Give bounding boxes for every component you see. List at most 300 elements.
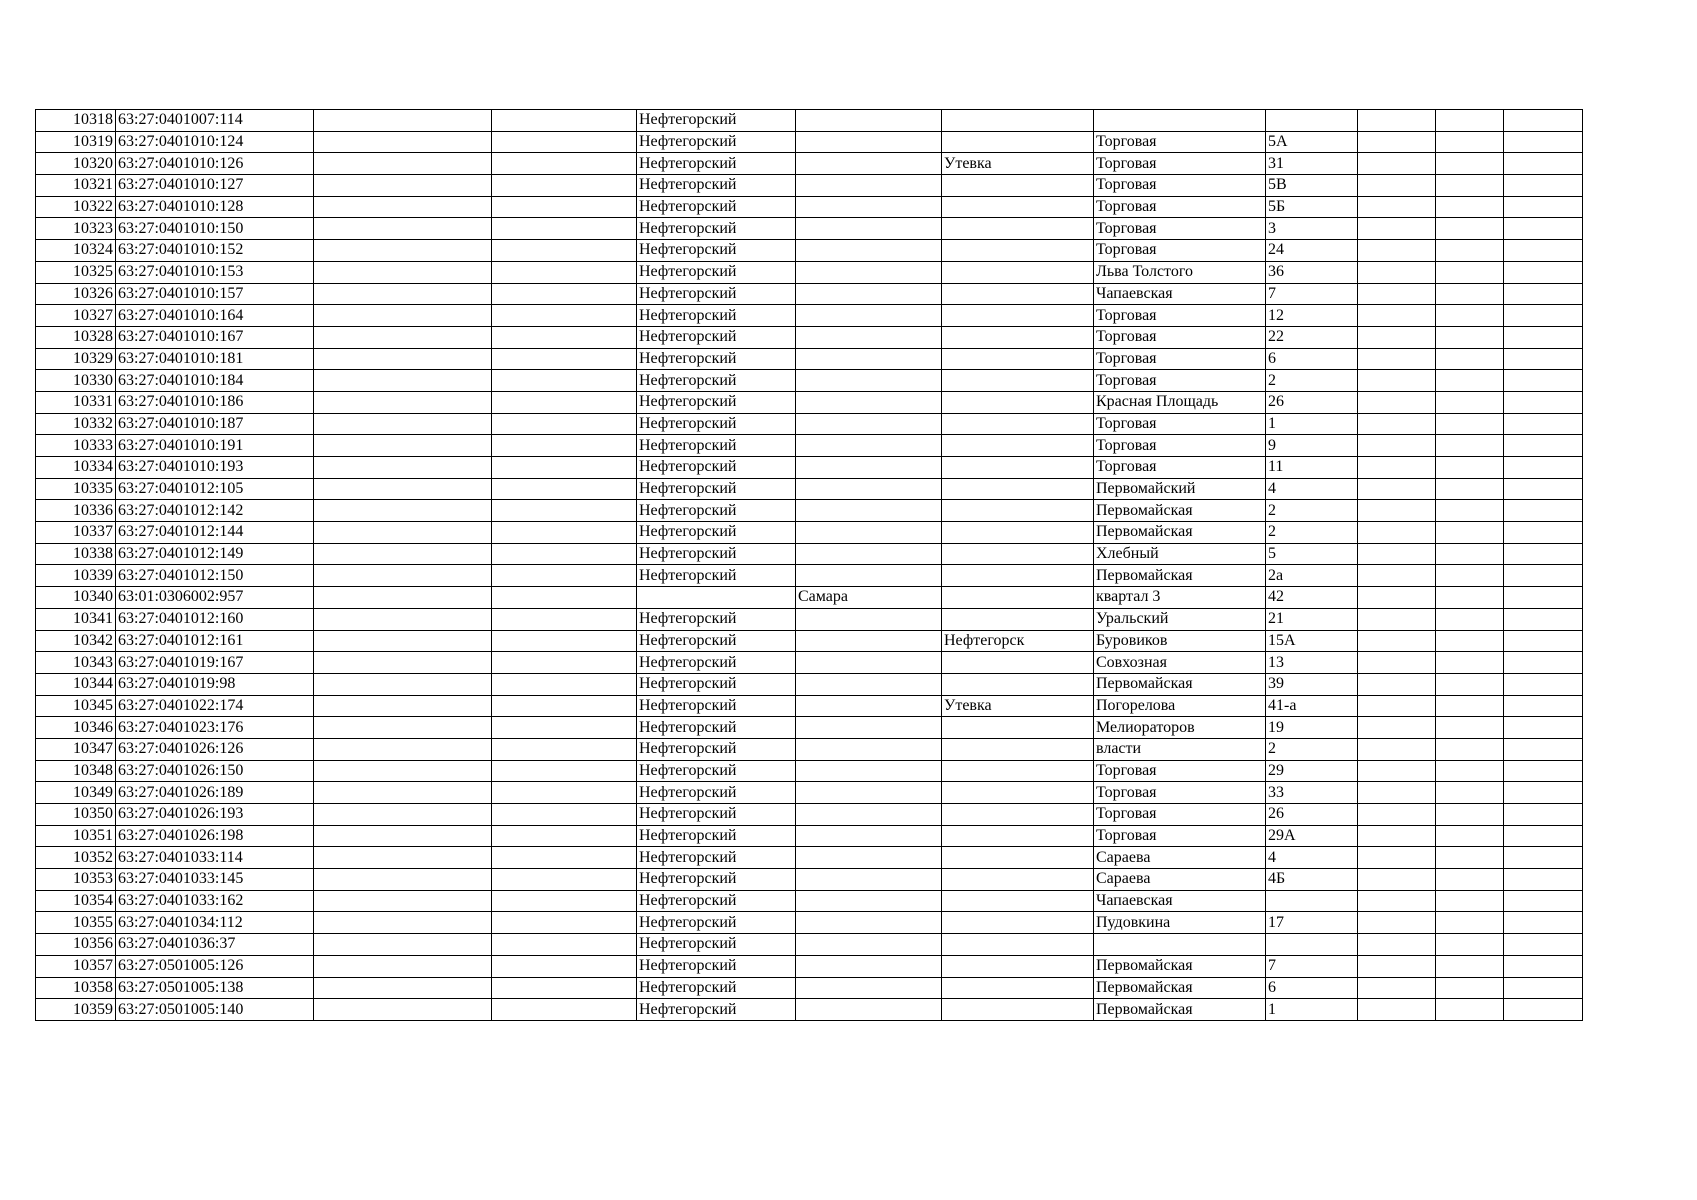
- cell-city: [796, 999, 942, 1021]
- cell-col-11: [1436, 912, 1504, 934]
- cell-street: Торговая: [1094, 153, 1266, 175]
- cell-col-10: [1358, 543, 1436, 565]
- cell-col-4: [492, 522, 637, 544]
- cell-col-12: [1504, 630, 1583, 652]
- cell-col-10: [1358, 760, 1436, 782]
- cell-col-4: [492, 587, 637, 609]
- cell-city: [796, 565, 942, 587]
- cell-col-11: [1436, 370, 1504, 392]
- cell-city: [796, 435, 942, 457]
- cell-col-10: [1358, 457, 1436, 479]
- cell-col-10: [1358, 283, 1436, 305]
- cell-col-4: [492, 543, 637, 565]
- table-row: [36, 847, 1583, 869]
- cell-col-4: [492, 110, 637, 132]
- cell-street: [1094, 934, 1266, 956]
- cell-house: 1: [1266, 413, 1358, 435]
- cell-col-3: [314, 131, 492, 153]
- cell-cadastral-number: 63:27:0401033:145: [116, 869, 314, 891]
- cell-cadastral-number: 63:27:0401010:124: [116, 131, 314, 153]
- cell-col-4: [492, 435, 637, 457]
- table-row: [36, 435, 1583, 457]
- cell-row-number: 10330: [36, 370, 116, 392]
- cell-cadastral-number: 63:01:0306002:957: [116, 587, 314, 609]
- cell-col-3: [314, 261, 492, 283]
- table-row: [36, 175, 1583, 197]
- cell-col-11: [1436, 110, 1504, 132]
- cell-col-10: [1358, 587, 1436, 609]
- cell-house: 2: [1266, 522, 1358, 544]
- cell-col-4: [492, 673, 637, 695]
- cell-col-10: [1358, 131, 1436, 153]
- cell-street: Мелиораторов: [1094, 717, 1266, 739]
- cell-row-number: 10339: [36, 565, 116, 587]
- cell-street: Совхозная: [1094, 652, 1266, 674]
- cell-district: Нефтегорский: [637, 305, 796, 327]
- cell-settlement: [942, 717, 1094, 739]
- cell-col-4: [492, 652, 637, 674]
- cell-col-12: [1504, 500, 1583, 522]
- cell-col-10: [1358, 305, 1436, 327]
- cell-street: Торговая: [1094, 326, 1266, 348]
- cell-district: Нефтегорский: [637, 955, 796, 977]
- cell-col-12: [1504, 543, 1583, 565]
- cell-col-12: [1504, 587, 1583, 609]
- cell-row-number: 10338: [36, 543, 116, 565]
- cell-settlement: [942, 348, 1094, 370]
- cell-col-12: [1504, 673, 1583, 695]
- cell-row-number: 10335: [36, 478, 116, 500]
- cell-col-3: [314, 587, 492, 609]
- cell-col-12: [1504, 131, 1583, 153]
- cell-street: Торговая: [1094, 305, 1266, 327]
- cell-col-4: [492, 305, 637, 327]
- cell-cadastral-number: 63:27:0401007:114: [116, 110, 314, 132]
- cell-house: 33: [1266, 782, 1358, 804]
- table-row: [36, 717, 1583, 739]
- cell-col-3: [314, 673, 492, 695]
- cell-city: [796, 890, 942, 912]
- cell-district: Нефтегорский: [637, 500, 796, 522]
- cell-cadastral-number: 63:27:0401012:160: [116, 608, 314, 630]
- cell-col-11: [1436, 305, 1504, 327]
- cell-house: 7: [1266, 283, 1358, 305]
- cell-col-11: [1436, 522, 1504, 544]
- cell-row-number: 10359: [36, 999, 116, 1021]
- cell-settlement: [942, 413, 1094, 435]
- cell-col-3: [314, 782, 492, 804]
- cell-col-3: [314, 283, 492, 305]
- cell-col-11: [1436, 673, 1504, 695]
- cell-city: [796, 218, 942, 240]
- cell-col-3: [314, 847, 492, 869]
- cell-col-10: [1358, 912, 1436, 934]
- cell-street: Торговая: [1094, 218, 1266, 240]
- cell-col-11: [1436, 500, 1504, 522]
- cell-cadastral-number: 63:27:0401033:114: [116, 847, 314, 869]
- cell-settlement: [942, 760, 1094, 782]
- cell-street: Торговая: [1094, 435, 1266, 457]
- cell-row-number: 10358: [36, 977, 116, 999]
- table-row: [36, 240, 1583, 262]
- cell-cadastral-number: 63:27:0501005:138: [116, 977, 314, 999]
- cell-street: Торговая: [1094, 760, 1266, 782]
- cell-col-11: [1436, 457, 1504, 479]
- cell-row-number: 10349: [36, 782, 116, 804]
- cell-col-10: [1358, 240, 1436, 262]
- cell-settlement: [942, 847, 1094, 869]
- table-row: [36, 413, 1583, 435]
- table-row: [36, 305, 1583, 327]
- cell-col-3: [314, 435, 492, 457]
- cell-settlement: [942, 608, 1094, 630]
- cell-col-11: [1436, 261, 1504, 283]
- cell-settlement: Нефтегорск: [942, 630, 1094, 652]
- table-row: [36, 391, 1583, 413]
- cell-col-3: [314, 348, 492, 370]
- cell-col-4: [492, 413, 637, 435]
- cell-col-4: [492, 261, 637, 283]
- cell-col-3: [314, 370, 492, 392]
- cell-settlement: [942, 522, 1094, 544]
- cell-district: Нефтегорский: [637, 847, 796, 869]
- cell-col-12: [1504, 912, 1583, 934]
- table-row: [36, 760, 1583, 782]
- cell-col-11: [1436, 630, 1504, 652]
- cell-col-4: [492, 695, 637, 717]
- table-row: [36, 869, 1583, 891]
- cell-row-number: 10324: [36, 240, 116, 262]
- table-row: [36, 478, 1583, 500]
- cell-cadastral-number: 63:27:0401010:128: [116, 196, 314, 218]
- cell-col-3: [314, 153, 492, 175]
- cell-city: [796, 934, 942, 956]
- cell-district: Нефтегорский: [637, 912, 796, 934]
- cell-col-3: [314, 305, 492, 327]
- cell-col-3: [314, 999, 492, 1021]
- cell-col-4: [492, 738, 637, 760]
- cell-col-3: [314, 608, 492, 630]
- cell-street: Торговая: [1094, 782, 1266, 804]
- cell-col-12: [1504, 608, 1583, 630]
- cell-city: [796, 804, 942, 826]
- cell-house: 4: [1266, 478, 1358, 500]
- cell-city: [796, 738, 942, 760]
- table-row: [36, 890, 1583, 912]
- cell-row-number: 10342: [36, 630, 116, 652]
- cell-col-11: [1436, 413, 1504, 435]
- cell-city: [796, 348, 942, 370]
- cell-city: Самара: [796, 587, 942, 609]
- cell-col-11: [1436, 543, 1504, 565]
- cell-cadastral-number: 63:27:0401010:126: [116, 153, 314, 175]
- cell-house: 21: [1266, 608, 1358, 630]
- cell-street: Торговая: [1094, 175, 1266, 197]
- cell-city: [796, 196, 942, 218]
- cell-district: Нефтегорский: [637, 804, 796, 826]
- cell-row-number: 10352: [36, 847, 116, 869]
- cell-row-number: 10340: [36, 587, 116, 609]
- cell-col-4: [492, 457, 637, 479]
- table-row: [36, 457, 1583, 479]
- cell-settlement: [942, 370, 1094, 392]
- cell-house: 4Б: [1266, 869, 1358, 891]
- cell-house: 7: [1266, 955, 1358, 977]
- cell-house: 29: [1266, 760, 1358, 782]
- table-body: [36, 110, 1583, 1021]
- cell-col-10: [1358, 977, 1436, 999]
- cell-col-11: [1436, 717, 1504, 739]
- cell-col-3: [314, 825, 492, 847]
- cell-street: Первомайская: [1094, 955, 1266, 977]
- cell-col-11: [1436, 391, 1504, 413]
- cell-col-12: [1504, 261, 1583, 283]
- cell-settlement: [942, 131, 1094, 153]
- cell-district: Нефтегорский: [637, 652, 796, 674]
- table-row: [36, 196, 1583, 218]
- cell-col-10: [1358, 261, 1436, 283]
- cell-city: [796, 608, 942, 630]
- cell-settlement: [942, 175, 1094, 197]
- cell-city: [796, 261, 942, 283]
- cell-settlement: [942, 782, 1094, 804]
- cell-col-3: [314, 804, 492, 826]
- cell-row-number: 10327: [36, 305, 116, 327]
- cell-col-4: [492, 370, 637, 392]
- cell-city: [796, 240, 942, 262]
- table-row: [36, 348, 1583, 370]
- cell-row-number: 10350: [36, 804, 116, 826]
- cell-district: Нефтегорский: [637, 348, 796, 370]
- cell-col-4: [492, 500, 637, 522]
- cell-city: [796, 847, 942, 869]
- table-row: [36, 695, 1583, 717]
- table-row: [36, 326, 1583, 348]
- cell-settlement: [942, 478, 1094, 500]
- cell-cadastral-number: 63:27:0501005:126: [116, 955, 314, 977]
- cell-district: Нефтегорский: [637, 435, 796, 457]
- cell-settlement: [942, 305, 1094, 327]
- cell-col-11: [1436, 131, 1504, 153]
- cell-street: Первомайская: [1094, 999, 1266, 1021]
- cell-city: [796, 283, 942, 305]
- cell-col-4: [492, 847, 637, 869]
- cell-settlement: [942, 673, 1094, 695]
- cell-col-10: [1358, 218, 1436, 240]
- cell-district: Нефтегорский: [637, 760, 796, 782]
- cell-city: [796, 695, 942, 717]
- cell-col-3: [314, 955, 492, 977]
- cell-house: 26: [1266, 804, 1358, 826]
- cell-cadastral-number: 63:27:0401010:150: [116, 218, 314, 240]
- cell-settlement: [942, 218, 1094, 240]
- cell-col-12: [1504, 890, 1583, 912]
- cell-col-4: [492, 955, 637, 977]
- cell-district: Нефтегорский: [637, 869, 796, 891]
- cell-street: Торговая: [1094, 370, 1266, 392]
- cell-cadastral-number: 63:27:0401019:98: [116, 673, 314, 695]
- cell-street: Торговая: [1094, 825, 1266, 847]
- cell-row-number: 10321: [36, 175, 116, 197]
- cell-district: Нефтегорский: [637, 999, 796, 1021]
- cell-district: Нефтегорский: [637, 196, 796, 218]
- cell-col-3: [314, 391, 492, 413]
- cell-cadastral-number: 63:27:0401026:150: [116, 760, 314, 782]
- cell-street: Уральский: [1094, 608, 1266, 630]
- cell-col-3: [314, 240, 492, 262]
- cell-col-4: [492, 999, 637, 1021]
- cell-house: 12: [1266, 305, 1358, 327]
- cell-cadastral-number: 63:27:0401023:176: [116, 717, 314, 739]
- cell-col-10: [1358, 695, 1436, 717]
- cell-city: [796, 370, 942, 392]
- cell-col-4: [492, 478, 637, 500]
- table-row: [36, 934, 1583, 956]
- cell-row-number: 10355: [36, 912, 116, 934]
- cell-col-4: [492, 825, 637, 847]
- cell-col-10: [1358, 804, 1436, 826]
- cell-house: 22: [1266, 326, 1358, 348]
- cell-col-12: [1504, 478, 1583, 500]
- cell-col-3: [314, 890, 492, 912]
- cell-row-number: 10332: [36, 413, 116, 435]
- cell-col-11: [1436, 565, 1504, 587]
- table-row: [36, 738, 1583, 760]
- cell-col-10: [1358, 196, 1436, 218]
- cell-street: Хлебный: [1094, 543, 1266, 565]
- cell-house: 19: [1266, 717, 1358, 739]
- cell-col-12: [1504, 804, 1583, 826]
- cell-city: [796, 825, 942, 847]
- cell-street: Погорелова: [1094, 695, 1266, 717]
- cell-col-11: [1436, 695, 1504, 717]
- cell-district: Нефтегорский: [637, 218, 796, 240]
- cell-col-12: [1504, 435, 1583, 457]
- cell-house: [1266, 890, 1358, 912]
- cell-settlement: [942, 500, 1094, 522]
- cell-col-10: [1358, 955, 1436, 977]
- cell-col-12: [1504, 110, 1583, 132]
- cell-col-10: [1358, 608, 1436, 630]
- cell-cadastral-number: 63:27:0401010:186: [116, 391, 314, 413]
- cell-col-3: [314, 760, 492, 782]
- cell-district: Нефтегорский: [637, 457, 796, 479]
- cell-district: Нефтегорский: [637, 825, 796, 847]
- cell-district: Нефтегорский: [637, 630, 796, 652]
- cell-cadastral-number: 63:27:0401010:127: [116, 175, 314, 197]
- cell-district: Нефтегорский: [637, 934, 796, 956]
- cell-col-11: [1436, 196, 1504, 218]
- cell-street: Чапаевская: [1094, 283, 1266, 305]
- cell-col-4: [492, 934, 637, 956]
- cell-city: [796, 782, 942, 804]
- cell-cadastral-number: 63:27:0401010:193: [116, 457, 314, 479]
- cell-district: Нефтегорский: [637, 890, 796, 912]
- cell-col-10: [1358, 630, 1436, 652]
- cell-settlement: [942, 587, 1094, 609]
- cell-cadastral-number: 63:27:0401026:189: [116, 782, 314, 804]
- cell-settlement: [942, 543, 1094, 565]
- cell-cadastral-number: 63:27:0401026:198: [116, 825, 314, 847]
- cell-col-10: [1358, 652, 1436, 674]
- cell-col-4: [492, 890, 637, 912]
- cell-col-3: [314, 934, 492, 956]
- cell-street: Торговая: [1094, 240, 1266, 262]
- cell-row-number: 10325: [36, 261, 116, 283]
- cell-cadastral-number: 63:27:0401010:191: [116, 435, 314, 457]
- cell-street: Первомайская: [1094, 522, 1266, 544]
- cell-house: 3: [1266, 218, 1358, 240]
- cell-col-4: [492, 153, 637, 175]
- cell-city: [796, 652, 942, 674]
- cell-city: [796, 955, 942, 977]
- cell-district: [637, 587, 796, 609]
- cell-col-11: [1436, 608, 1504, 630]
- cell-city: [796, 153, 942, 175]
- cell-col-4: [492, 565, 637, 587]
- cell-row-number: 10318: [36, 110, 116, 132]
- table-row: [36, 977, 1583, 999]
- cell-row-number: 10357: [36, 955, 116, 977]
- cell-row-number: 10323: [36, 218, 116, 240]
- cell-col-4: [492, 131, 637, 153]
- cell-cadastral-number: 63:27:0401022:174: [116, 695, 314, 717]
- cell-col-10: [1358, 391, 1436, 413]
- cell-house: 1: [1266, 999, 1358, 1021]
- cell-col-10: [1358, 999, 1436, 1021]
- cell-cadastral-number: 63:27:0401010:184: [116, 370, 314, 392]
- cell-col-10: [1358, 500, 1436, 522]
- cell-col-12: [1504, 869, 1583, 891]
- cell-row-number: 10322: [36, 196, 116, 218]
- cell-col-10: [1358, 153, 1436, 175]
- cell-col-3: [314, 218, 492, 240]
- cell-col-3: [314, 413, 492, 435]
- table-row: [36, 999, 1583, 1021]
- cell-col-11: [1436, 738, 1504, 760]
- cell-col-4: [492, 196, 637, 218]
- cell-col-10: [1358, 890, 1436, 912]
- cell-row-number: 10336: [36, 500, 116, 522]
- cell-house: 5А: [1266, 131, 1358, 153]
- cell-col-4: [492, 630, 637, 652]
- cell-district: Нефтегорский: [637, 565, 796, 587]
- cell-street: Пудовкина: [1094, 912, 1266, 934]
- cell-settlement: [942, 934, 1094, 956]
- cell-row-number: 10333: [36, 435, 116, 457]
- cell-col-3: [314, 630, 492, 652]
- cell-col-10: [1358, 565, 1436, 587]
- cell-col-11: [1436, 825, 1504, 847]
- cell-col-4: [492, 782, 637, 804]
- cell-cadastral-number: 63:27:0401036:37: [116, 934, 314, 956]
- cell-row-number: 10334: [36, 457, 116, 479]
- cell-col-11: [1436, 348, 1504, 370]
- cell-house: 13: [1266, 652, 1358, 674]
- cell-cadastral-number: 63:27:0401012:149: [116, 543, 314, 565]
- table-row: [36, 131, 1583, 153]
- cell-house: 39: [1266, 673, 1358, 695]
- cell-house: 2: [1266, 738, 1358, 760]
- cell-col-10: [1358, 348, 1436, 370]
- cell-row-number: 10344: [36, 673, 116, 695]
- cell-col-12: [1504, 738, 1583, 760]
- cell-settlement: [942, 869, 1094, 891]
- cell-col-12: [1504, 196, 1583, 218]
- cell-row-number: 10348: [36, 760, 116, 782]
- cell-col-12: [1504, 695, 1583, 717]
- cell-house: 2: [1266, 370, 1358, 392]
